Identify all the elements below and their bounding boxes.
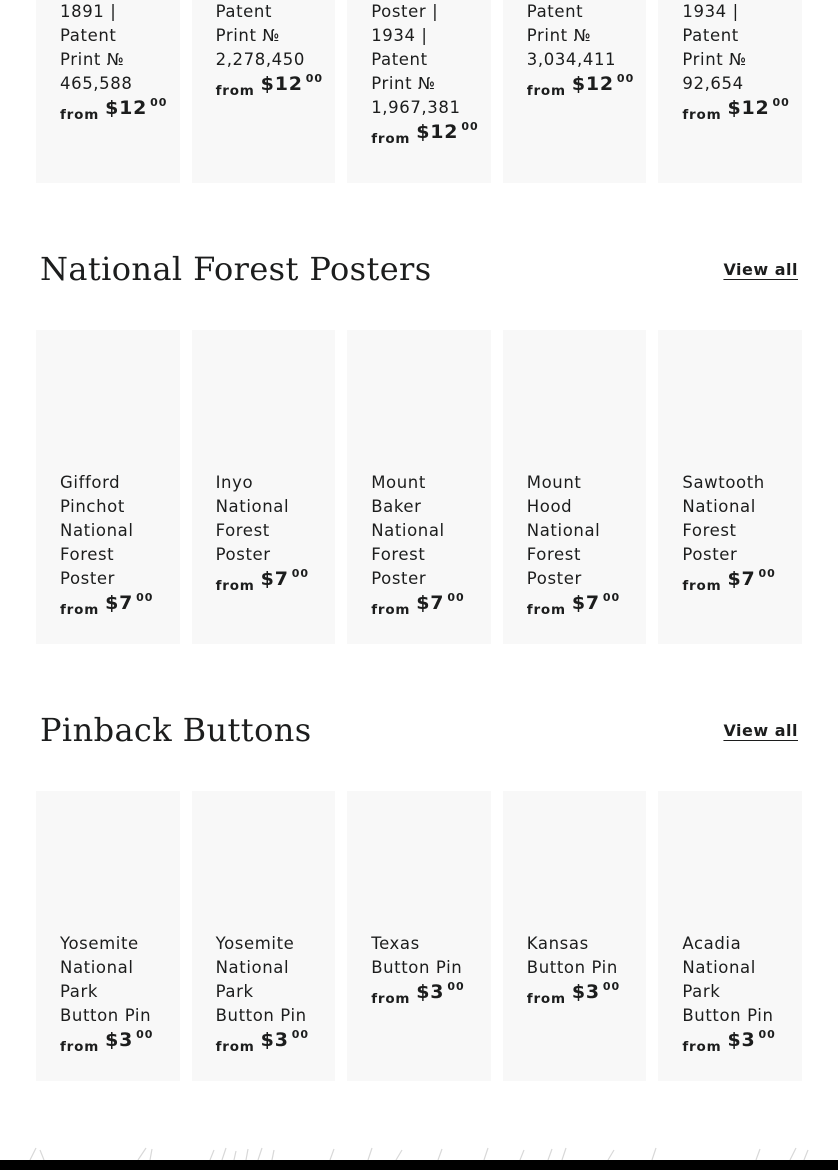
product-title[interactable]: Kansas Button Pin from $3 00 bbox=[527, 932, 627, 1004]
product-title[interactable]: Yosemite National Park Button Pin from $3 00 bbox=[60, 932, 160, 1052]
product-price: from $7 00 bbox=[682, 567, 776, 594]
product-card[interactable] bbox=[503, 791, 647, 1081]
product-price: from $7 00 bbox=[60, 591, 154, 618]
product-card[interactable] bbox=[192, 791, 336, 1081]
product-price: from $12 00 bbox=[60, 96, 168, 123]
product-title[interactable]: 1891 | Patent Print № 465,588 from $12 00 bbox=[60, 2, 168, 123]
product-card[interactable] bbox=[192, 0, 336, 183]
product-title[interactable]: Texas Button Pin from $3 00 bbox=[371, 932, 471, 1004]
forest-product-grid bbox=[36, 330, 802, 644]
product-price: from $3 00 bbox=[60, 1028, 154, 1055]
view-all-link-national-forest[interactable]: View all bbox=[723, 260, 798, 279]
product-price: from $3 00 bbox=[371, 980, 465, 1007]
product-price: from $3 00 bbox=[682, 1028, 776, 1055]
product-card[interactable] bbox=[658, 791, 802, 1081]
product-card[interactable] bbox=[36, 791, 180, 1081]
product-title[interactable]: Sawtooth National Forest Poster from $7 00 bbox=[682, 471, 782, 591]
product-card[interactable] bbox=[347, 791, 491, 1081]
product-title[interactable]: Mount Baker National Forest Poster from $7 00 bbox=[371, 471, 471, 615]
product-title[interactable]: Mount Hood National Forest Poster from $7 00 bbox=[527, 471, 627, 615]
pinback-product-grid bbox=[36, 791, 802, 1081]
footer-decorative-pattern bbox=[0, 1146, 838, 1160]
product-card[interactable] bbox=[347, 330, 491, 644]
product-card[interactable] bbox=[503, 0, 647, 183]
product-title[interactable]: Gifford Pinchot National Forest Poster from $7 00 bbox=[60, 471, 160, 615]
product-title[interactable]: Yosemite National Park Button Pin from $3 00 bbox=[216, 932, 316, 1052]
footer-bar bbox=[0, 1160, 838, 1170]
product-card[interactable] bbox=[503, 330, 647, 644]
product-title[interactable]: Patent Print № 2,278,450 from $12 00 bbox=[215, 2, 324, 99]
product-price: from $3 00 bbox=[215, 1028, 310, 1055]
product-title[interactable]: Acadia National Park Button Pin from $3 00 bbox=[682, 932, 782, 1052]
product-price: from $12 00 bbox=[682, 96, 790, 123]
product-price: from $12 00 bbox=[371, 120, 479, 147]
section-title-national-forest: National Forest Posters bbox=[40, 250, 432, 288]
product-title[interactable]: Patent Print № 3,034,411 from $12 00 bbox=[526, 2, 635, 99]
product-card[interactable] bbox=[36, 330, 180, 644]
product-card[interactable] bbox=[658, 0, 802, 183]
product-card[interactable] bbox=[36, 0, 180, 183]
view-all-link-pinback-buttons[interactable]: View all bbox=[723, 721, 798, 740]
product-price: from $7 00 bbox=[215, 567, 310, 594]
product-title[interactable]: Inyo National Forest Poster from $7 00 bbox=[216, 471, 316, 591]
product-price: from $7 00 bbox=[371, 591, 465, 618]
product-card[interactable] bbox=[192, 330, 336, 644]
product-price: from $12 00 bbox=[526, 72, 635, 99]
product-price: from $3 00 bbox=[526, 980, 621, 1007]
product-card[interactable] bbox=[658, 330, 802, 644]
product-card[interactable] bbox=[347, 0, 491, 183]
patent-product-grid bbox=[36, 0, 802, 183]
product-price: from $7 00 bbox=[526, 591, 621, 618]
product-title[interactable]: Poster | 1934 | Patent Print № 1,967,381 from $12 00 bbox=[371, 2, 479, 147]
section-title-pinback-buttons: Pinback Buttons bbox=[40, 711, 312, 749]
product-title[interactable]: 1934 | Patent Print № 92,654 from $12 00 bbox=[682, 2, 790, 123]
product-price: from $12 00 bbox=[215, 72, 324, 99]
